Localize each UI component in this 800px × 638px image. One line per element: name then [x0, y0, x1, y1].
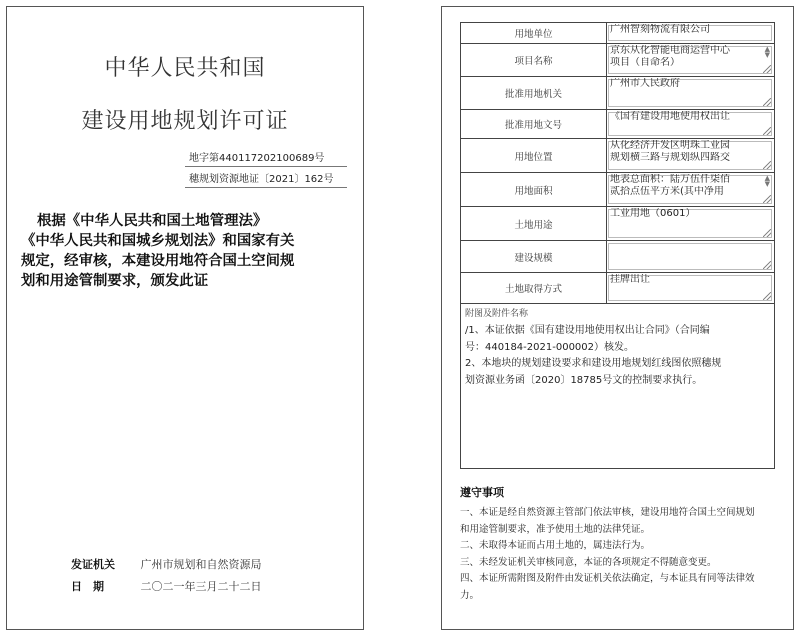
land-use-field[interactable]: 工业用地（0601） — [607, 207, 774, 240]
acquisition-method-field[interactable]: 挂牌出让 — [607, 273, 774, 303]
approval-authority-field[interactable]: 广州市人民政府 — [607, 77, 774, 109]
table-row-land-use — [461, 207, 774, 241]
date-row — [71, 578, 262, 594]
row-label: 用地面积 — [461, 173, 607, 206]
spinner-icon[interactable]: ▲ ▼ — [764, 45, 770, 59]
certificate-cover-page — [6, 6, 364, 630]
table-row-land-area — [461, 173, 774, 207]
attachments-text[interactable] — [465, 323, 770, 389]
issuer-row — [71, 556, 262, 572]
date-label: 日 期 — [71, 580, 104, 593]
row-label: 项目名称 — [461, 44, 607, 76]
resize-handle-icon[interactable] — [763, 127, 771, 135]
note-line: 一、本证是经自然资源主管部门依法审核，建设用地符合国土空间规划 — [460, 507, 755, 518]
certificate-title-country: 中华人民共和国 — [104, 56, 266, 81]
statement-line: 根据《中华人民共和国土地管理法》 — [37, 212, 268, 229]
certificate-number: 地字第440117202100689号 — [185, 149, 347, 167]
certificate-reference-number: 穗规划资源地证〔2021〕162号 — [185, 170, 347, 188]
table-row-land-user — [461, 23, 774, 44]
resize-handle-icon[interactable] — [763, 292, 771, 300]
table-row-project-name — [461, 44, 774, 77]
issuer-label: 发证机关 — [71, 558, 115, 571]
statement-line: 划和用途管制要求，颁发此证 — [21, 272, 209, 289]
construction-scale-field[interactable] — [607, 241, 774, 272]
table-row-acquisition-method — [461, 273, 774, 304]
land-info-table — [460, 22, 775, 469]
attachment-line: /1、本证依据《国有建设用地使用权出让合同》（合同编 — [465, 325, 710, 336]
row-label: 建设规模 — [461, 241, 607, 272]
row-label: 批准用地文号 — [461, 110, 607, 138]
approval-document-field[interactable]: 《国有建设用地使用权出让 — [607, 110, 774, 138]
attachments-title: 附图及附件名称 — [465, 309, 529, 319]
note-line: 三、未经发证机关审核同意，本证的各项规定不得随意变更。 — [460, 556, 717, 568]
statement-line: 《中华人民共和国城乡规划法》和国家有关 — [21, 232, 295, 249]
resize-handle-icon[interactable] — [763, 261, 771, 269]
resize-handle-icon[interactable] — [763, 195, 771, 203]
table-row-approval-document — [461, 110, 774, 139]
resize-handle-icon[interactable] — [763, 161, 771, 169]
resize-handle-icon[interactable] — [763, 229, 771, 237]
row-label: 用地单位 — [461, 23, 607, 43]
land-area-field[interactable]: 地表总面积：陆万伍仟柒佰 贰拾点伍平方米(其中净用 ▲ ▼ — [607, 173, 774, 206]
attachment-line: 划资源业务函〔2020〕18785号文的控制要求执行。 — [465, 374, 703, 386]
note-line: 二、未取得本证而占用土地的，属违法行为。 — [460, 540, 651, 551]
table-row-land-location — [461, 139, 774, 173]
attachments-section — [461, 304, 774, 470]
compliance-notes-title: 遵守事项 — [460, 486, 504, 499]
resize-handle-icon[interactable] — [763, 65, 771, 73]
row-label: 用地位置 — [461, 139, 607, 172]
note-line: 四、本证所需附图及附件由发证机关依法确定，与本证具有同等法律效 — [460, 573, 755, 584]
certificate-title: 建设用地规划许可证 — [81, 109, 289, 134]
statement-line: 规定，经审核，本建设用地符合国土空间规 — [21, 252, 295, 269]
row-label: 土地用途 — [461, 207, 607, 240]
certificate-statement — [21, 211, 353, 291]
note-line: 和用途管制要求，准予使用土地的法律凭证。 — [460, 523, 651, 535]
date-value: 二〇二一年三月二十二日 — [140, 580, 262, 593]
attachment-line: 号：440184-2021-000002）核发。 — [465, 341, 635, 353]
row-label: 土地取得方式 — [461, 273, 607, 303]
project-name-field[interactable]: 京东从化智能电商运营中心 项目（自命名） ▲ ▼ — [607, 44, 774, 76]
table-row-approval-authority — [461, 77, 774, 110]
issuer-value: 广州市规划和自然资源局 — [140, 558, 262, 571]
table-row-construction-scale — [461, 241, 774, 273]
compliance-notes — [460, 505, 780, 604]
spinner-icon[interactable]: ▲ ▼ — [764, 174, 770, 188]
note-line: 力。 — [460, 589, 480, 601]
certificate-detail-page — [441, 6, 794, 630]
attachment-line: 2、本地块的规划建设要求和建设用地规划红线图依照穗规 — [465, 358, 722, 369]
resize-handle-icon[interactable] — [763, 98, 771, 106]
land-user-field[interactable]: 广州智刻物流有限公司 — [607, 23, 774, 43]
row-label: 批准用地机关 — [461, 77, 607, 109]
land-location-field[interactable]: 从化经济开发区明珠工业园 规划横三路与规划纵四路交 — [607, 139, 774, 172]
